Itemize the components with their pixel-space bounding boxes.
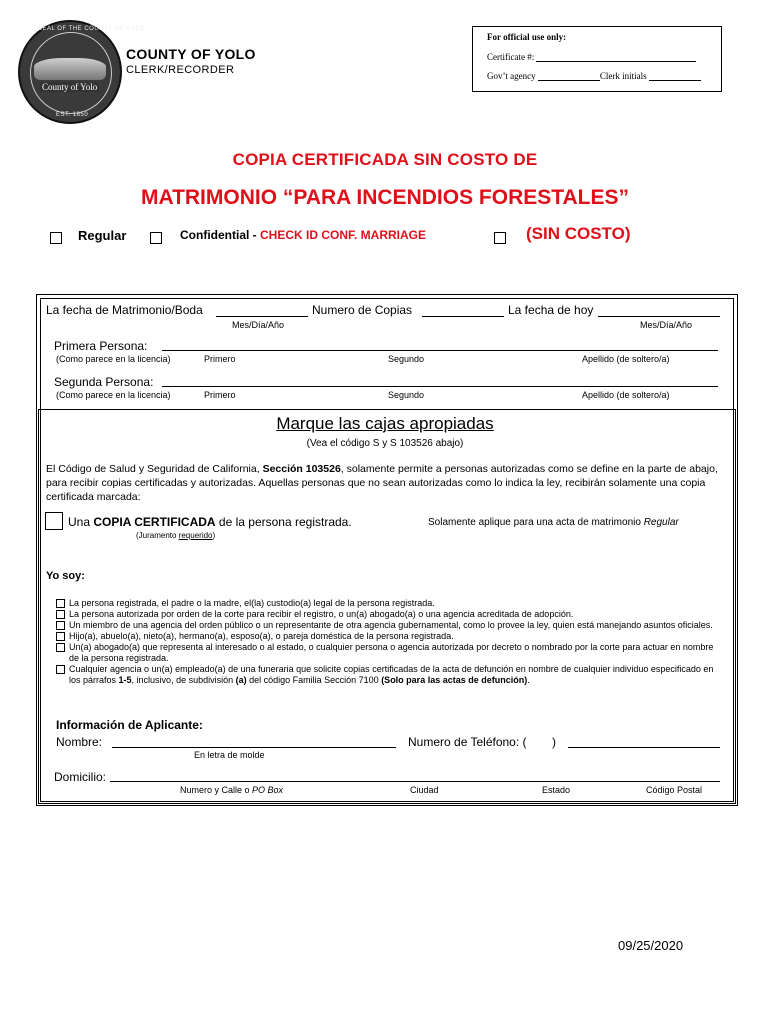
telefono-label: Numero de Teléfono: ( — [408, 735, 527, 749]
marque-title: Marque las cajas apropiadas — [276, 414, 494, 433]
solamente-it: Regular — [643, 517, 679, 528]
nombre-field[interactable] — [112, 747, 396, 748]
county-seal — [18, 20, 145, 124]
seal-label: County of Yolo — [42, 82, 98, 92]
gov-agency-label: Gov’t agency — [487, 71, 536, 81]
clerk-initials-label: Clerk initials — [599, 71, 647, 81]
seal-year: EST. 1850 — [56, 112, 89, 118]
last-b2: (a) — [235, 675, 247, 685]
title-line-2: MATRIMONIO “PARA INCENDIOS FORESTALES” — [140, 186, 630, 209]
segunda-persona-field[interactable] — [162, 386, 718, 387]
mes-dia-ano-hint-2: Mes/Día/Año — [640, 320, 693, 330]
apellido-hint-1: Apellido (de soltero/a) — [582, 354, 670, 364]
yo-soy-text-4: Hijo(a), abuelo(a), nieto(a), hermano(a), esposo(a), o pareja doméstica de la persona registrada. — [69, 631, 454, 641]
yo-soy-text-3: Un miembro de una agencia del orden público o un representante de otra agencia gubernamental, como lo provee la ley, quien está manejando asuntos oficiales. — [69, 620, 713, 630]
certificate-label: Certificate #: — [487, 52, 535, 62]
solamente-pre: Solamente aplique para una acta de matrimonio — [428, 517, 644, 528]
clerk-initials-field[interactable] — [649, 80, 701, 81]
una-text: Una — [68, 515, 94, 529]
confidential-option — [180, 228, 426, 242]
numero-calle-hint — [180, 785, 283, 795]
solamente-note — [428, 517, 679, 528]
ciudad-hint: Ciudad — [410, 785, 439, 795]
last-mid2: del código Familia Sección 7100 — [246, 675, 382, 685]
telefono-field[interactable] — [568, 747, 720, 748]
de-la-text: de la persona registrada. — [215, 515, 352, 529]
seal-ring-text: SEAL OF THE COUNTY OF YOLO — [38, 26, 145, 32]
applicant-title: Información de Aplicante: — [56, 718, 203, 732]
last-end: . — [527, 675, 530, 685]
last-b1: 1-5 — [118, 675, 132, 685]
codigo-postal-hint: Código Postal — [646, 785, 703, 795]
primera-persona-field[interactable] — [162, 350, 718, 351]
official-use-box — [472, 26, 722, 92]
domicilio-field[interactable] — [110, 781, 720, 782]
estado-hint: Estado — [542, 785, 571, 795]
como-parece-hint-1: (Como parece en la licencia) — [56, 354, 171, 364]
segundo-hint-2: Segundo — [388, 390, 425, 400]
numero-calle-pre: Numero y Calle o — [180, 785, 253, 795]
certificate-field[interactable] — [536, 61, 696, 62]
primera-persona-label: Primera Persona: — [54, 339, 148, 353]
yo-soy-checkbox-2[interactable] — [56, 610, 65, 619]
yo-soy-checkbox-4[interactable] — [56, 632, 65, 641]
nombre-label: Nombre: — [56, 735, 103, 749]
numero-calle-it: PO Box — [252, 785, 284, 795]
yo-soy-text-5: Un(a) abogado(a) que representa al interesado o al estado, o cualquier persona o agencia autorizada por decreto o nombrado por la corte para actuar en nombre de la persona registrada. — [69, 642, 714, 663]
marque-subtitle: (Vea el código S y S 103526 abajo) — [306, 438, 464, 449]
domicilio-label: Domicilio: — [54, 770, 107, 784]
sin-costo-label: (SIN COSTO) — [526, 224, 631, 243]
last-pre: Cualquier agencia o un(a) empleado(a) de una funeraria que solicite copias certificadas de la acta de defunción en nombre de cualquier individuo especificado en los párrafos — [69, 664, 714, 685]
primero-hint-1: Primero — [204, 354, 236, 364]
footer-date: 09/25/2020 — [618, 938, 684, 953]
list-item — [56, 631, 716, 642]
list-item — [56, 642, 716, 664]
segunda-persona-label: Segunda Persona: — [54, 375, 154, 389]
list-item — [56, 620, 716, 631]
copia-cert-text: COPIA CERTIFICADA — [93, 515, 216, 529]
title-line-1: COPIA CERTIFICADA SIN COSTO DE — [232, 150, 538, 169]
fecha-hoy-label: La fecha de hoy — [508, 303, 594, 317]
yo-soy-checkbox-1[interactable] — [56, 599, 65, 608]
numero-copias-label: Numero de Copias — [312, 303, 413, 317]
copia-certificada-label — [68, 515, 352, 529]
copia-certificada-checkbox[interactable] — [45, 512, 63, 530]
fecha-matrimonio-label: La fecha de Matrimonio/Boda — [46, 303, 203, 317]
county-name: COUNTY OF YOLO — [126, 46, 256, 62]
para-bold: Sección 103526 — [262, 463, 341, 475]
last-mid: , inclusivo, de subdivisión — [131, 675, 236, 685]
numero-copias-field[interactable] — [422, 316, 504, 317]
list-item — [56, 598, 716, 609]
juramento-u: requerido — [178, 531, 213, 540]
yo-soy-text-1: La persona registrada, el padre o la madre, el(la) custodio(a) legal de la persona registrada. — [69, 598, 435, 608]
primero-hint-2: Primero — [204, 390, 236, 400]
mes-dia-ano-hint-1: Mes/Día/Año — [232, 320, 285, 330]
apellido-hint-2: Apellido (de soltero/a) — [582, 390, 670, 400]
juramento-pre: (Juramento — [136, 531, 179, 540]
para-post: , solamente permite a personas autorizadas como se define en la parte de abajo, para recibir copias certificadas y autorizadas. Aquellas personas que no sean autorizadas como lo indica la ley, recibirán solamente una copia certificada marcada: — [46, 463, 718, 503]
fecha-hoy-field[interactable] — [598, 316, 720, 317]
confidential-checkbox[interactable] — [150, 232, 162, 244]
sin-costo-checkbox[interactable] — [494, 232, 506, 244]
last-b3: (Solo para las actas de defunción) — [381, 675, 528, 685]
yo-soy-checkbox-6[interactable] — [56, 665, 65, 674]
regular-label: Regular — [78, 228, 127, 243]
para-pre: El Código de Salud y Seguridad de California, — [46, 463, 263, 475]
yo-soy-checkbox-3[interactable] — [56, 621, 65, 630]
confidential-label: Confidential - — [180, 228, 260, 242]
codigo-paragraph — [46, 462, 726, 504]
telefono-close: ) — [552, 735, 556, 749]
yo-soy-list — [56, 598, 716, 686]
yo-soy-text-2: La persona autorizada por orden de la corte para recibir el registro, o un(a) abogado(a) o una agencia acreditada de adopción. — [69, 609, 574, 619]
juramento-note — [136, 531, 215, 540]
yo-soy-title: Yo soy: — [46, 570, 85, 582]
segundo-hint-1: Segundo — [388, 354, 425, 364]
yo-soy-checkbox-5[interactable] — [56, 643, 65, 652]
check-id-label: CHECK ID CONF. MARRIAGE — [260, 228, 427, 242]
gov-agency-field[interactable] — [538, 80, 600, 81]
clerk-recorder: CLERK/RECORDER — [126, 64, 235, 76]
en-letra-hint: En letra de molde — [194, 750, 265, 760]
regular-checkbox[interactable] — [50, 232, 62, 244]
fecha-matrimonio-field[interactable] — [216, 316, 308, 317]
official-use-title: For official use only: — [487, 32, 567, 42]
como-parece-hint-2: (Como parece en la licencia) — [56, 390, 171, 400]
juramento-post: ) — [212, 531, 216, 540]
list-item — [56, 609, 716, 620]
list-item — [56, 664, 716, 686]
